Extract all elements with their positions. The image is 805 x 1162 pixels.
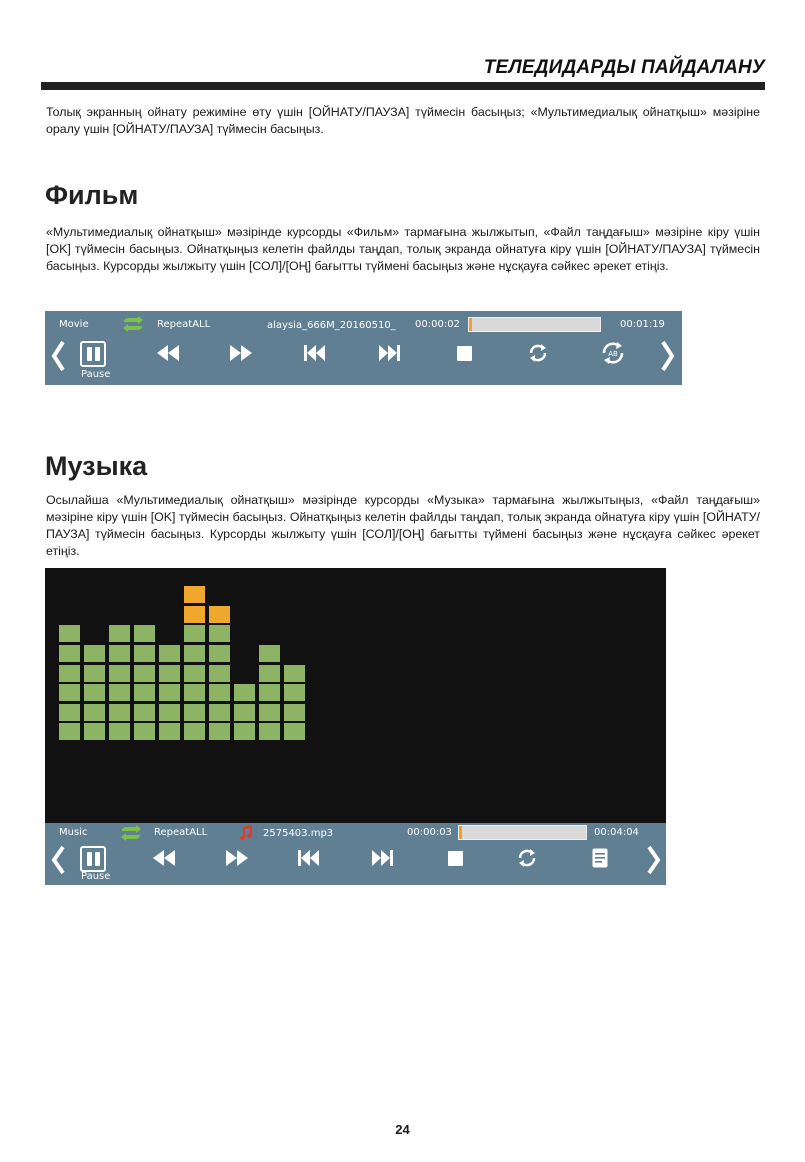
equalizer-block xyxy=(59,625,80,642)
skip-next-icon[interactable] xyxy=(378,344,400,362)
equalizer-block xyxy=(134,645,155,662)
total-time: 00:04:04 xyxy=(594,827,639,838)
next-arrow-icon[interactable] xyxy=(646,843,662,877)
ab-repeat-icon[interactable] xyxy=(600,340,626,366)
equalizer-block xyxy=(209,625,230,642)
lyrics-icon[interactable] xyxy=(591,847,609,869)
stop-icon[interactable] xyxy=(455,344,473,362)
equalizer-block xyxy=(84,645,105,662)
equalizer-block xyxy=(259,684,280,701)
equalizer-block xyxy=(184,586,205,603)
page-header-title: ТЕЛЕДИДАРДЫ ПАЙДАЛАНУ xyxy=(483,57,765,78)
equalizer-block xyxy=(84,704,105,721)
rewind-icon[interactable] xyxy=(153,849,175,867)
file-name-label: 2575403.mp3 xyxy=(263,828,334,839)
elapsed-time: 00:00:02 xyxy=(415,319,460,330)
equalizer-block xyxy=(209,645,230,662)
equalizer-block xyxy=(59,684,80,701)
rewind-icon[interactable] xyxy=(157,344,179,362)
equalizer-block xyxy=(134,665,155,682)
file-name-label: alaysia_666M_20160510_ xyxy=(267,320,396,331)
skip-next-icon[interactable] xyxy=(371,849,393,867)
equalizer-block xyxy=(59,704,80,721)
repeat-toggle-icon[interactable] xyxy=(516,847,538,869)
equalizer-block xyxy=(209,606,230,623)
repeat-mode-label: RepeatALL xyxy=(157,319,211,330)
page-number: 24 xyxy=(395,1122,410,1137)
equalizer-block xyxy=(159,704,180,721)
music-note-icon xyxy=(238,824,254,842)
pause-label: Pause xyxy=(81,871,111,882)
equalizer-block xyxy=(184,704,205,721)
equalizer-block xyxy=(84,665,105,682)
equalizer-block xyxy=(109,645,130,662)
equalizer-block xyxy=(84,684,105,701)
fast-forward-icon[interactable] xyxy=(226,849,248,867)
equalizer-block xyxy=(259,723,280,740)
fast-forward-icon[interactable] xyxy=(230,344,252,362)
pause-label: Pause xyxy=(81,369,111,380)
equalizer-block xyxy=(109,723,130,740)
repeat-toggle-icon[interactable] xyxy=(527,342,549,364)
skip-previous-icon[interactable] xyxy=(298,849,320,867)
header-rule xyxy=(41,82,765,90)
equalizer-block xyxy=(184,606,205,623)
equalizer-block xyxy=(284,723,305,740)
svg-text:AB: AB xyxy=(608,350,618,358)
equalizer-block xyxy=(184,723,205,740)
equalizer-block xyxy=(109,665,130,682)
equalizer-block xyxy=(209,704,230,721)
equalizer-display xyxy=(45,568,666,823)
elapsed-time: 00:00:03 xyxy=(407,827,452,838)
equalizer-block xyxy=(84,723,105,740)
equalizer-block xyxy=(159,645,180,662)
equalizer-block xyxy=(209,665,230,682)
equalizer-block xyxy=(259,665,280,682)
movie-player-bar xyxy=(45,311,682,385)
skip-previous-icon[interactable] xyxy=(304,344,326,362)
music-paragraph: Осылайша «Мультимедиалық ойнатқыш» мәзірінде курсорды «Музыка» тармағына жылжытыңыз, «Файл таңдағыш» мәзіріне кіру үшін [OK] түймесін басыңыз. Ойнатқыңыз келетін файлды таңдап, толық экранда ойнатуға кіру үшін [ОЙНАТУ/ПАУЗА] түймесін басыңыз. Курсорды жылжыту үшін [СОЛ]/[ОҢ] бағытты түймені басыңыз және нұсқауға сәйкес әрекет етіңіз. xyxy=(46,493,760,558)
equalizer-block xyxy=(59,723,80,740)
equalizer-block xyxy=(159,684,180,701)
pause-button[interactable] xyxy=(80,341,106,367)
repeat-icon[interactable] xyxy=(118,825,144,841)
total-time: 00:01:19 xyxy=(620,319,665,330)
equalizer-block xyxy=(234,684,255,701)
equalizer-block xyxy=(109,704,130,721)
music-player-bar xyxy=(45,823,666,885)
equalizer-block xyxy=(184,645,205,662)
intro-paragraph: Толық экранның ойнату режиміне өту үшін [ОЙНАТУ/ПАУЗА] түймесін басыңыз; «Мультимедиалық ойнатқыш» мәзіріне оралу үшін [ОЙНАТУ/ПАУЗА] түймесін басыңыз. xyxy=(46,105,760,136)
equalizer-block xyxy=(184,665,205,682)
equalizer-block xyxy=(234,723,255,740)
player-mode-label: Movie xyxy=(59,319,89,330)
section-title-music: Музыка xyxy=(45,451,148,481)
section-title-film: Фильм xyxy=(45,180,139,210)
equalizer-block xyxy=(134,723,155,740)
equalizer-block xyxy=(109,625,130,642)
film-paragraph: «Мультимедиалық ойнатқыш» мәзірінде курсорды «Фильм» тармағына жылжытып, «Файл таңдағыш» мәзіріне кіру үшін [OK] түймесін басыңыз. Ойнатқыңыз келетін файлды таңдап, толық экранда ойнатуға кіру үшін [ОЙНАТУ/ПАУЗА] түймесін басыңыз. Курсорды жылжыту үшін [СОЛ]/[ОҢ] бағытты түймені басыңыз және нұсқауға сәйкес әрекет етіңіз. xyxy=(46,225,760,273)
equalizer-block xyxy=(134,625,155,642)
equalizer-block xyxy=(59,645,80,662)
equalizer-block xyxy=(184,684,205,701)
equalizer-block xyxy=(159,723,180,740)
equalizer-block xyxy=(209,723,230,740)
equalizer-block xyxy=(234,704,255,721)
player-mode-label: Music xyxy=(59,827,88,838)
progress-fill xyxy=(459,826,462,839)
prev-arrow-icon[interactable] xyxy=(50,339,66,373)
equalizer-block xyxy=(284,665,305,682)
equalizer-block xyxy=(259,704,280,721)
equalizer-block xyxy=(209,684,230,701)
prev-arrow-icon[interactable] xyxy=(50,843,66,877)
equalizer-block xyxy=(284,684,305,701)
equalizer-block xyxy=(134,684,155,701)
equalizer-block xyxy=(59,665,80,682)
pause-button[interactable] xyxy=(80,846,106,872)
repeat-icon[interactable] xyxy=(120,316,146,332)
progress-bar[interactable] xyxy=(468,317,601,332)
repeat-mode-label: RepeatALL xyxy=(154,827,208,838)
equalizer-block xyxy=(284,704,305,721)
equalizer-block xyxy=(134,704,155,721)
equalizer-block xyxy=(159,665,180,682)
stop-icon[interactable] xyxy=(446,849,464,867)
equalizer-block xyxy=(184,625,205,642)
progress-bar[interactable] xyxy=(458,825,587,840)
equalizer-block xyxy=(259,645,280,662)
equalizer-block xyxy=(109,684,130,701)
next-arrow-icon[interactable] xyxy=(660,339,676,373)
progress-fill xyxy=(469,318,472,331)
